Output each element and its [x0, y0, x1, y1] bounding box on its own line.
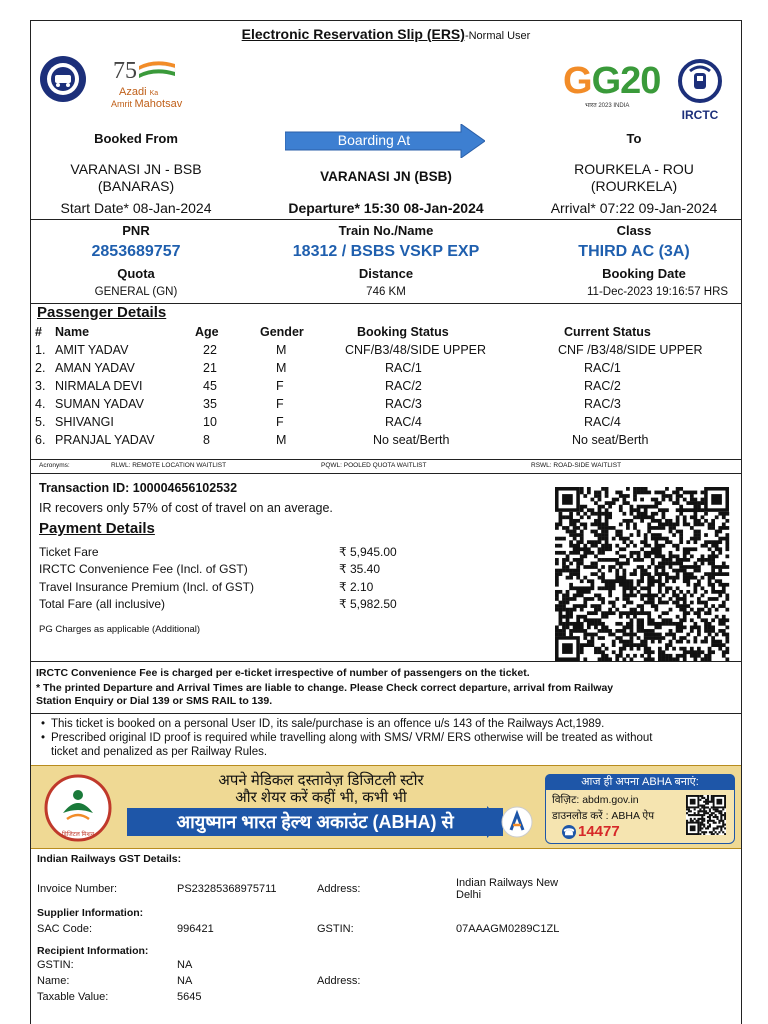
address-line2: Delhi — [456, 889, 482, 901]
abha-qr-code-icon — [686, 795, 726, 835]
passenger-name: PRANJAL YADAV — [55, 433, 155, 447]
title-main: Electronic Reservation Slip (ERS) — [241, 26, 465, 42]
passenger-gender: F — [276, 397, 284, 411]
terms-item-text: Prescribed original ID proof is required while travelling along with SMS/ VRM/ ERS otherwise will be treated as without — [51, 732, 653, 744]
start-date: Start Date* 08-Jan-2024 — [60, 200, 212, 216]
passenger-name: NIRMALA DEVI — [55, 379, 143, 393]
distance-label: Distance — [358, 266, 414, 281]
gst-heading: Indian Railways GST Details: — [37, 853, 182, 865]
title-suffix: -Normal User — [464, 30, 531, 42]
recipient-gstin-value: NA — [177, 959, 193, 971]
class-value: THIRD AC (3A) — [578, 243, 690, 260]
passenger-current-status: RAC/1 — [584, 361, 621, 375]
azadi-75-icon — [111, 56, 191, 82]
passenger-age: 8 — [203, 433, 210, 447]
passenger-booking-status: RAC/2 — [385, 379, 422, 393]
passenger-current-status: RAC/3 — [584, 397, 621, 411]
terms-item-text: This ticket is booked on a personal User ID, its sale/purchase is an offence u/s 143 of the Railways Act,1989. — [51, 718, 605, 730]
invoice-label: Invoice Number: — [37, 883, 118, 895]
terms-item: • Prescribed original ID proof is required while travelling along with SMS/ VRM/ ERS otherwise will be treated as without — [40, 732, 653, 744]
table-row — [39, 578, 397, 596]
from-station-name: VARANASI JN - BSB — [70, 161, 202, 177]
booking-date-value: 11-Dec-2023 19:16:57 HRS — [587, 286, 729, 298]
passenger-current-status: No seat/Berth — [572, 433, 649, 447]
passenger-number: 5. — [35, 415, 46, 429]
passenger-name: SUMAN YADAV — [55, 397, 144, 411]
passenger-number: 1. — [35, 343, 46, 357]
passenger-name: SHIVANGI — [55, 415, 114, 429]
table-row — [37, 957, 616, 973]
passenger-name: AMIT YADAV — [55, 343, 129, 357]
time-change-note — [36, 682, 613, 708]
col-age: Age — [195, 325, 219, 339]
acronyms-label: Acronyms: — [39, 462, 70, 469]
abha-download: डाउनलोड करें : ABHA ऐप — [552, 810, 655, 822]
passenger-age: 22 — [203, 343, 217, 357]
sac-value: 996421 — [177, 923, 214, 935]
abha-tagline — [131, 772, 511, 806]
payment-value: ₹ 2.10 — [339, 579, 374, 594]
ers-document — [30, 20, 742, 1024]
abha-cta-heading: आज ही अपना ABHA बनाएं: — [545, 774, 735, 790]
class-label: Class — [616, 223, 652, 238]
payment-label: Travel Insurance Premium (Incl. of GST) — [39, 579, 254, 594]
acronym-pqwl: PQWL: POOLED QUOTA WAITLIST — [321, 462, 427, 469]
gst-table — [37, 873, 616, 1005]
supplier-gstin-value: 07AAAGM0289C1ZL — [456, 923, 560, 935]
passenger-number: 4. — [35, 397, 46, 411]
passenger-booking-status: CNF/B3/48/SIDE UPPER — [345, 343, 487, 357]
passenger-gender: M — [276, 433, 287, 447]
divider — [31, 661, 741, 662]
supplier-heading: Supplier Information: — [37, 907, 144, 919]
col-current-status: Current Status — [564, 325, 651, 339]
pg-charges-note: PG Charges as applicable (Additional) — [39, 624, 201, 635]
amrit-text: Amrit — [111, 99, 132, 109]
taxable-value-label: Taxable Value: — [37, 991, 109, 1003]
passenger-age: 45 — [203, 379, 217, 393]
table-row — [35, 341, 735, 359]
passenger-current-status: RAC/2 — [584, 379, 621, 393]
from-station-city: (BANARAS) — [97, 178, 175, 194]
recipient-name-label: Name: — [37, 975, 70, 987]
azadi-text: Azadi — [119, 86, 147, 98]
g20-logo: GG20 भारत 2023 INDIA — [563, 60, 661, 109]
to-station-name: ROURKELA - ROU — [574, 161, 694, 177]
arrival-time: Arrival* 07:22 09-Jan-2024 — [550, 200, 718, 216]
payment-value: ₹ 5,945.00 — [339, 544, 397, 559]
table-row — [37, 905, 616, 921]
payment-label: Total Fare (all inclusive) — [39, 597, 166, 612]
boarding-station: VARANASI JN (BSB) — [320, 169, 452, 184]
quota-label: Quota — [117, 266, 155, 281]
table-row — [37, 973, 616, 989]
table-row — [39, 543, 397, 561]
table-row — [37, 989, 616, 1005]
azadi-ka-text: Ka — [149, 90, 159, 97]
divider — [31, 459, 741, 460]
abha-tagline-line1: अपने मेडिकल दस्तावेज़ डिजिटली स्टोर — [218, 772, 424, 789]
abha-a-logo-icon — [501, 806, 533, 838]
recipient-address-label: Address: — [317, 975, 361, 987]
payment-value: ₹ 5,982.50 — [339, 597, 397, 612]
table-row — [37, 873, 616, 905]
irctc-logo — [667, 59, 733, 122]
passenger-current-status: CNF /B3/48/SIDE UPPER — [558, 343, 703, 357]
address-value — [456, 873, 616, 905]
passenger-gender: F — [276, 415, 284, 429]
col-name: Name — [55, 325, 90, 339]
passenger-name: AMAN YADAV — [55, 361, 135, 375]
col-booking-status: Booking Status — [357, 325, 449, 339]
transaction-id: Transaction ID: 100004656102532 — [39, 481, 238, 495]
table-row — [39, 596, 397, 614]
table-row — [35, 377, 735, 395]
irctc-text: IRCTC — [681, 108, 719, 122]
passenger-age: 35 — [203, 397, 217, 411]
acronym-rswl: RSWL: ROAD-SIDE WAITLIST — [531, 462, 622, 469]
distance-value: 746 KM — [366, 286, 406, 298]
recipient-heading: Recipient Information: — [37, 945, 149, 957]
gstin-label: GSTIN: — [317, 923, 354, 935]
g20-text: G20 — [591, 60, 661, 102]
passenger-age: 21 — [203, 361, 217, 375]
acronym-rlwl: RLWL: REMOTE LOCATION WAITLIST — [111, 462, 227, 469]
azadi-ka-amrit-mahotsav-logo — [111, 56, 191, 110]
time-change-note-line1: * The printed Departure and Arrival Times are liable to change. Please Check correct departure, arrival from Railway — [36, 682, 614, 694]
divider — [31, 473, 741, 474]
terms-list — [35, 717, 652, 759]
recipient-gstin-label: GSTIN: — [37, 959, 74, 971]
passenger-booking-status: RAC/3 — [385, 397, 422, 411]
table-row — [35, 431, 735, 449]
passenger-gender: M — [276, 361, 287, 375]
to-label: To — [626, 131, 642, 146]
boarding-at-label: Boarding At — [337, 132, 411, 148]
passenger-gender: F — [276, 379, 284, 393]
passenger-age: 10 — [203, 415, 217, 429]
svg-text:75: 75 — [113, 58, 137, 82]
passenger-table-header — [35, 323, 735, 341]
abha-banner — [31, 765, 741, 849]
quota-value: GENERAL (GN) — [94, 286, 178, 298]
payment-table — [39, 543, 397, 613]
document-title — [31, 26, 741, 42]
phone-icon: ☎ — [563, 827, 575, 838]
to-station-city: (ROURKELA) — [590, 178, 678, 194]
table-row — [37, 937, 616, 957]
table-row — [37, 921, 616, 937]
health-mission-caption: डिजिटल मिशन — [61, 832, 95, 838]
from-station — [41, 161, 231, 195]
passenger-number: 2. — [35, 361, 46, 375]
passenger-booking-status: RAC/1 — [385, 361, 422, 375]
table-row — [35, 359, 735, 377]
table-row — [35, 395, 735, 413]
recovery-note: IR recovers only 57% of cost of travel on an average. — [39, 501, 333, 515]
divider — [31, 713, 741, 714]
train-label: Train No./Name — [338, 223, 434, 238]
passenger-booking-status: RAC/4 — [385, 415, 422, 429]
time-change-note-line2: Station Enquiry or Dial 139 or SMS RAIL to 139. — [36, 695, 273, 707]
table-row — [35, 413, 735, 431]
payment-value: ₹ 35.40 — [339, 562, 380, 577]
table-row — [39, 561, 397, 579]
passenger-booking-status: No seat/Berth — [373, 433, 450, 447]
divider — [31, 219, 741, 220]
departure-time: Departure* 15:30 08-Jan-2024 — [288, 200, 484, 216]
terms-item: • This ticket is booked on a personal User ID, its sale/purchase is an offence u/s 143 of the Railways Act,1989. — [40, 718, 605, 730]
mahotsav-text: Mahotsav — [134, 98, 183, 110]
payment-label: Ticket Fare — [39, 544, 99, 559]
passenger-details-heading: Passenger Details — [37, 304, 167, 321]
booked-from-label: Booked From — [94, 131, 178, 146]
passenger-number: 3. — [35, 379, 46, 393]
booking-date-label: Booking Date — [602, 266, 686, 281]
address-label: Address: — [317, 883, 361, 895]
g20-subtext: भारत 2023 INDIA — [585, 103, 630, 109]
abha-main-title: आयुष्मान भारत हेल्थ अकाउंट (ABHA) से — [127, 808, 503, 836]
invoice-value: PS23285368975711 — [177, 883, 277, 895]
train-value: 18312 / BSBS VSKP EXP — [292, 243, 480, 260]
indian-railways-logo-icon — [39, 55, 87, 103]
to-station — [539, 161, 729, 195]
passenger-current-status: RAC/4 — [584, 415, 621, 429]
passenger-table — [35, 323, 735, 449]
recipient-name-value: NA — [177, 975, 193, 987]
irctc-emblem-icon — [678, 59, 722, 103]
payment-details-heading: Payment Details — [39, 520, 155, 537]
payment-label: IRCTC Convenience Fee (Incl. of GST) — [39, 562, 248, 577]
col-gender: Gender — [260, 325, 304, 339]
abha-cta-box — [545, 774, 735, 844]
pnr-label: PNR — [122, 223, 150, 238]
abha-phone-number: 14477 — [578, 823, 620, 840]
ticket-qr-code-icon — [549, 487, 735, 661]
passenger-number: 6. — [35, 433, 46, 447]
sac-label: SAC Code: — [37, 923, 93, 935]
col-number: # — [35, 325, 42, 339]
passenger-gender: M — [276, 343, 287, 357]
address-line1: Indian Railways New — [456, 877, 559, 889]
pnr-value: 2853689757 — [91, 243, 181, 260]
convenience-fee-note: IRCTC Convenience Fee is charged per e-ticket irrespective of number of passengers on the ticket. — [36, 667, 530, 679]
taxable-value: 5645 — [177, 991, 202, 1003]
abha-visit: विज़िट: abdm.gov.in — [552, 794, 639, 806]
terms-item-continued: ticket and penalized as per Railway Rules. — [51, 746, 268, 758]
abha-tagline-line2: और शेयर करें कहीं भी, कभी भी — [235, 789, 407, 806]
